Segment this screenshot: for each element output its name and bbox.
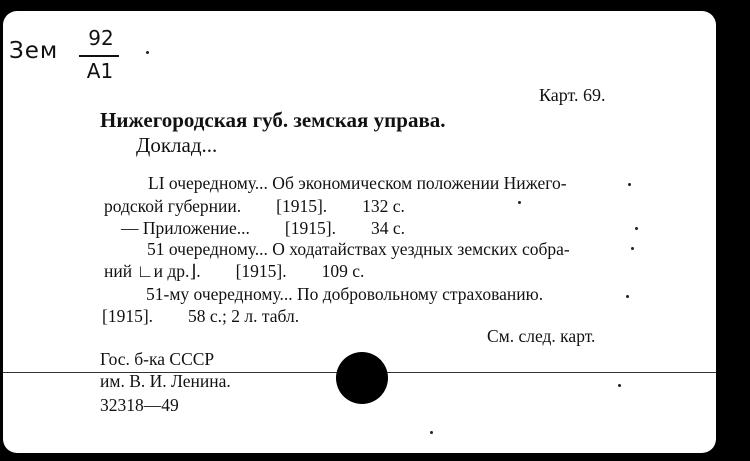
speck [618, 384, 621, 387]
speck [430, 431, 433, 434]
speck [518, 201, 521, 204]
entry-line: 51 очередному... О ходатайствах уездных земских собра- [147, 239, 570, 259]
speck [631, 247, 634, 250]
entry-line: ний ∟и др.⌋. [1915]. 109 с. [104, 261, 365, 281]
speck [635, 227, 638, 230]
entry-line: [1915]. 58 с.; 2 л. табл. [102, 306, 300, 326]
library-stamp-line: Гос. б-ка СССР [100, 349, 215, 369]
entry-line: 51-му очередному... По добровольному страхованию. [146, 284, 544, 304]
speck [626, 295, 629, 298]
entry-line: LI очередному... Об экономическом положении Нижего- [148, 173, 567, 193]
organization-heading: Нижегородская губ. земская управа. [100, 108, 446, 132]
library-stamp-line: им. В. И. Ленина. [100, 371, 231, 391]
call-number-numerator: 92 [88, 26, 114, 50]
accession-number: 32318—49 [100, 395, 179, 415]
document-title: Доклад... [136, 133, 218, 157]
call-number-prefix: Зем [9, 38, 59, 64]
catalog-card [3, 11, 716, 453]
punch-hole [336, 352, 388, 404]
speck [146, 51, 149, 54]
speck [628, 183, 631, 186]
call-number-denominator: A1 [86, 59, 114, 83]
call-number-fraction-bar [79, 55, 119, 57]
see-next-card-note: См. след. карт. [487, 326, 596, 346]
entry-line: — Приложение... [1915]. 34 с. [121, 218, 405, 238]
card-number: Карт. 69. [539, 85, 606, 105]
entry-line: родской губернии. [1915]. 132 с. [104, 196, 405, 216]
